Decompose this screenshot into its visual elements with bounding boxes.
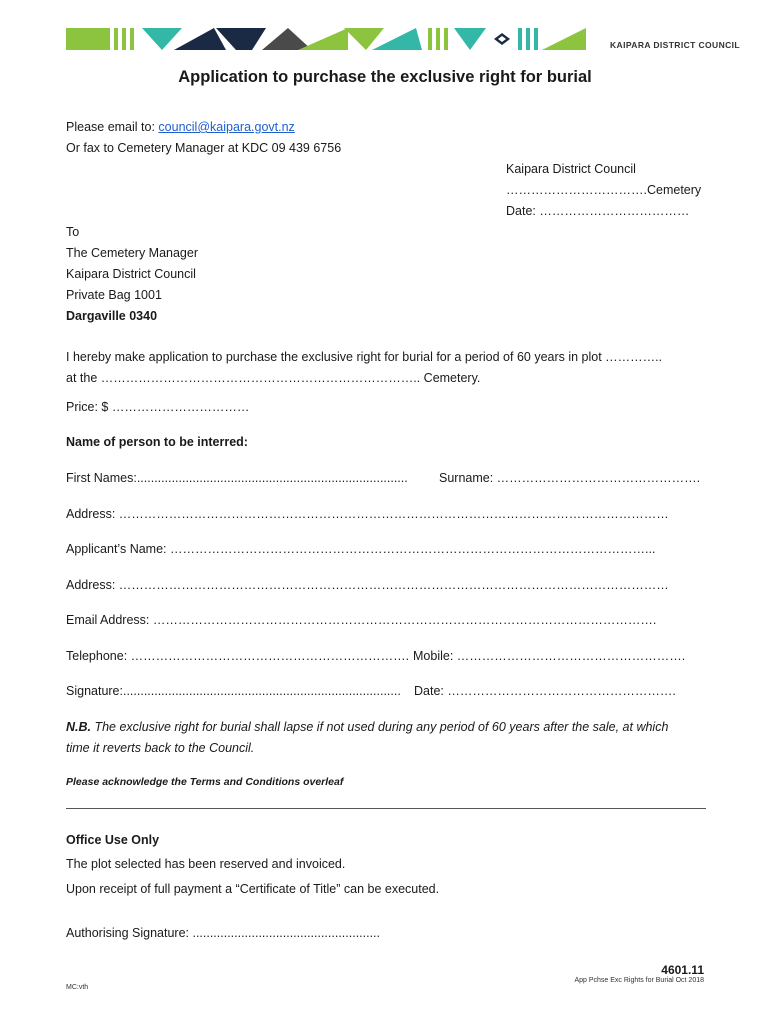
office-use-heading: Office Use Only: [66, 833, 160, 847]
address-line-2: Kaipara District Council: [66, 267, 196, 281]
address-line-1: The Cemetery Manager: [66, 246, 199, 260]
first-names-field[interactable]: First Names:..............................................................................: [66, 471, 408, 485]
cemetery-field[interactable]: …………………………….Cemetery: [506, 183, 702, 197]
author-initials: MC:vth: [66, 984, 89, 991]
application-statement-line-1[interactable]: I hereby make application to purchase the exclusive right for burial for a period of 60 years in plot …………..: [66, 350, 663, 364]
address-field-1[interactable]: Address: ……………………………………………………………………………………………………………………: [66, 507, 669, 521]
interred-heading: Name of person to be interred:: [66, 435, 248, 449]
acknowledge-note: Please acknowledge the Terms and Conditions overleaf: [66, 776, 344, 788]
office-use-line-2: Upon receipt of full payment a “Certificate of Title” can be executed.: [66, 882, 440, 896]
section-divider: [66, 808, 706, 809]
council-banner-graphic: [66, 24, 586, 52]
document-description: App Pchse Exc Rights for Burial Oct 2018: [574, 977, 704, 984]
telephone-field[interactable]: Telephone: ………………………………………………………….: [66, 649, 410, 663]
price-field[interactable]: Price: $ ……………………………: [66, 400, 250, 414]
email-line: [66, 120, 295, 134]
org-name: KAIPARA DISTRICT COUNCIL: [610, 40, 741, 50]
applicant-name-field[interactable]: Applicant’s Name: ……………………………………………………………………………………………………...: [66, 542, 656, 556]
office-use-line-1: The plot selected has been reserved and invoiced.: [66, 857, 346, 871]
page-title: Application to purchase the exclusive right for burial: [178, 68, 592, 86]
address-line-3: Private Bag 1001: [66, 288, 162, 302]
nb-note-line-2: time it reverts back to the Council.: [66, 741, 255, 755]
email-prefix: Please email to:: [66, 120, 155, 134]
address-line-4: Dargaville 0340: [66, 309, 158, 323]
nb-text: The exclusive right for burial shall lapse if not used during any period of 60 years after the sale, at which: [91, 720, 669, 734]
nb-label: N.B.: [66, 720, 91, 734]
document-code: 4601.11: [661, 963, 704, 977]
signature-date-field[interactable]: Date: ……………………………………………….: [414, 684, 676, 698]
surname-field[interactable]: Surname: ………………………………………….: [439, 471, 701, 485]
signature-field[interactable]: Signature:................................................................................: [66, 684, 401, 698]
address-to: To: [66, 225, 80, 239]
fax-line: Or fax to Cemetery Manager at KDC 09 439 6756: [66, 141, 342, 155]
date-field-top[interactable]: Date: ………………………………: [506, 204, 690, 218]
right-org-name: Kaipara District Council: [506, 162, 636, 176]
application-statement-line-2[interactable]: at the ………………………………………………………………….. Cemetery.: [66, 371, 481, 385]
authorising-signature-field[interactable]: Authorising Signature: ......................................................: [66, 926, 381, 940]
mobile-field[interactable]: Mobile: ……………………………………………….: [413, 649, 686, 663]
email-address-field[interactable]: Email Address: ………………………………………………………………………………………………………….: [66, 613, 657, 627]
address-field-2[interactable]: Address: ……………………………………………………………………………………………………………………: [66, 578, 669, 592]
email-link[interactable]: council@kaipara.govt.nz: [158, 120, 295, 134]
nb-note-line-1: [66, 720, 668, 734]
